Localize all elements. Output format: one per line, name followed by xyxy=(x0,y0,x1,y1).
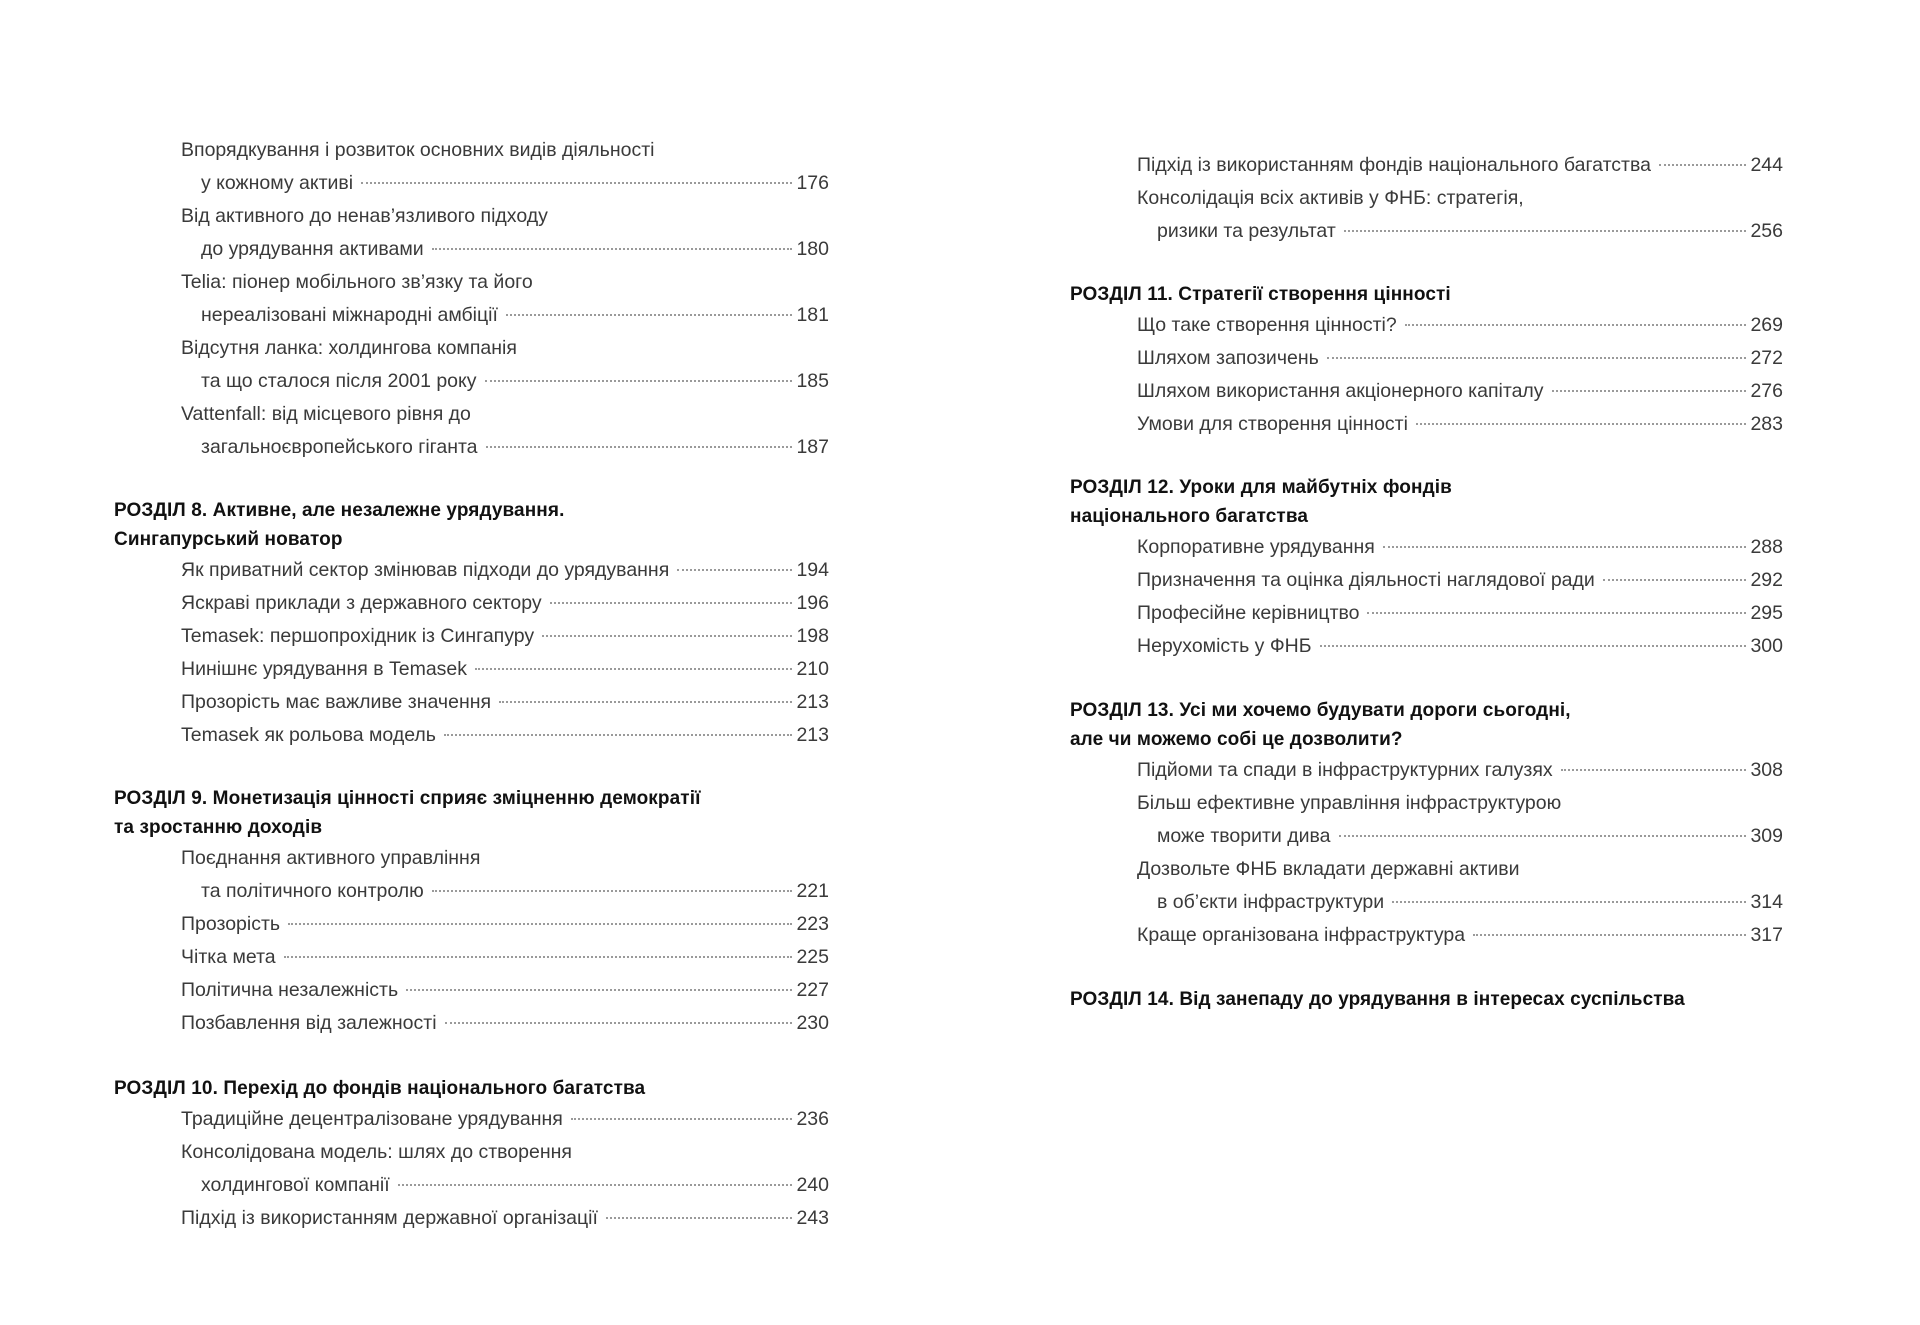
toc-entry xyxy=(181,134,829,200)
page-number: 181 xyxy=(796,304,829,326)
page-number: 244 xyxy=(1750,154,1783,176)
dot-leader xyxy=(475,668,792,670)
dot-leader xyxy=(445,1022,793,1024)
entry-title-line: та що сталося після 2001 року xyxy=(201,370,477,392)
dot-leader xyxy=(1327,357,1747,359)
entry-title-line: до урядування активами xyxy=(201,238,424,260)
chapter-heading-line: РОЗДІЛ 10. Перехід до фондів національного багатства xyxy=(114,1078,646,1099)
dot-leader xyxy=(1320,645,1747,647)
page-number: 256 xyxy=(1750,220,1783,242)
dot-leader xyxy=(288,923,792,925)
entry-title-line: Поєднання активного управління xyxy=(181,847,481,869)
chapter-12 xyxy=(1070,473,1783,663)
toc-entry xyxy=(181,587,829,620)
entry-title-line: може творити дива xyxy=(1157,825,1331,847)
entry-title-line: Підйоми та спади в інфраструктурних галузях xyxy=(1137,759,1553,781)
chapter-10 xyxy=(114,1074,829,1235)
entry-title-line: Підхід із використанням фондів національного багатства xyxy=(1137,154,1651,176)
entry-title-line: холдингової компанії xyxy=(201,1174,390,1196)
continued-entries xyxy=(114,134,829,464)
page-number: 288 xyxy=(1750,536,1783,558)
entry-title-line: Temasek як рольова модель xyxy=(181,724,436,746)
toc-entry xyxy=(181,1202,829,1235)
page-number: 292 xyxy=(1750,569,1783,591)
page-number: 225 xyxy=(796,946,829,968)
toc-entry xyxy=(181,842,829,908)
entry-title-line: Дозвольте ФНБ вкладати державні активи xyxy=(1137,858,1520,880)
page-number: 300 xyxy=(1750,635,1783,657)
toc-entry xyxy=(1137,531,1783,564)
chapter-heading-line: РОЗДІЛ 12. Уроки для майбутніх фондів xyxy=(1070,477,1452,498)
dot-leader xyxy=(1367,612,1746,614)
entry-title-line: Призначення та оцінка діяльності наглядової ради xyxy=(1137,569,1595,591)
chapter-heading-line: національного багатства xyxy=(1070,506,1309,527)
entry-title-line: Більш ефективне управління інфраструктурою xyxy=(1137,792,1562,814)
entry-title-line: Прозорість має важливе значення xyxy=(181,691,492,713)
dot-leader xyxy=(506,314,793,316)
dot-leader xyxy=(677,569,792,571)
toc-entry xyxy=(1137,787,1783,853)
entry-title-line: Чітка мета xyxy=(181,946,276,968)
chapter-heading-line: РОЗДІЛ 8. Активне, але незалежне урядування. xyxy=(114,500,565,521)
dot-leader xyxy=(571,1118,793,1120)
entry-title-line: Нерухомість у ФНБ xyxy=(1137,635,1312,657)
toc-entry xyxy=(181,554,829,587)
toc-entry xyxy=(181,719,829,752)
toc-entry xyxy=(1137,309,1783,342)
toc-entry xyxy=(1137,630,1783,663)
toc-entry xyxy=(181,1007,829,1040)
page-number: 283 xyxy=(1750,413,1783,435)
page-number: 194 xyxy=(796,559,829,581)
dot-leader xyxy=(361,182,792,184)
page-number: 213 xyxy=(796,724,829,746)
chapter-heading-line: РОЗДІЛ 11. Стратегії створення цінності xyxy=(1070,284,1451,305)
page-number: 230 xyxy=(796,1012,829,1034)
dot-leader xyxy=(1561,769,1747,771)
dot-leader xyxy=(1603,579,1747,581)
dot-leader xyxy=(485,380,793,382)
dot-leader xyxy=(1392,901,1746,903)
chapter-11 xyxy=(1070,280,1783,441)
entry-title-line: Шляхом запозичень xyxy=(1137,347,1319,369)
page-number: 185 xyxy=(796,370,829,392)
page-number: 223 xyxy=(796,913,829,935)
toc-entry xyxy=(1137,597,1783,630)
toc-entry xyxy=(1137,853,1783,919)
chapter-heading-line: РОЗДІЛ 14. Від занепаду до урядування в інтересах суспільства xyxy=(1070,989,1685,1010)
dot-leader xyxy=(398,1184,793,1186)
dot-leader xyxy=(444,734,793,736)
entry-title-line: Яскраві приклади з державного сектору xyxy=(181,592,542,614)
page-number: 276 xyxy=(1750,380,1783,402)
toc-entry xyxy=(181,974,829,1007)
chapter-heading xyxy=(114,784,829,842)
page-number: 198 xyxy=(796,625,829,647)
toc-entry xyxy=(1137,342,1783,375)
dot-leader xyxy=(486,446,793,448)
entry-title-line: Краще організована інфраструктура xyxy=(1137,924,1466,946)
page-number: 243 xyxy=(796,1207,829,1229)
entry-title-line: Telia: піонер мобільного зв’язку та його xyxy=(181,271,533,293)
toc-entry xyxy=(181,908,829,941)
chapter-heading xyxy=(1070,280,1783,309)
page-number: 187 xyxy=(796,436,829,458)
dot-leader xyxy=(542,635,792,637)
page-number: 227 xyxy=(796,979,829,1001)
page-number: 196 xyxy=(796,592,829,614)
dot-leader xyxy=(1344,230,1747,232)
continued-entries xyxy=(1070,149,1783,248)
dot-leader xyxy=(1405,324,1747,326)
page-number: 210 xyxy=(796,658,829,680)
page-number: 213 xyxy=(796,691,829,713)
chapter-heading xyxy=(1070,473,1783,531)
page-number: 309 xyxy=(1750,825,1783,847)
entry-title-line: Прозорість xyxy=(181,913,281,935)
toc-entry xyxy=(181,332,829,398)
entry-title-line: Як приватний сектор змінював підходи до урядування xyxy=(181,559,670,581)
entry-title-line: Від активного до ненав’язливого підходу xyxy=(181,205,548,227)
toc-entry xyxy=(1137,564,1783,597)
entry-title-line: Vattenfall: від місцевого рівня до xyxy=(181,403,471,425)
toc-entry xyxy=(1137,754,1783,787)
toc-entry xyxy=(1137,375,1783,408)
chapter-heading xyxy=(1070,985,1783,1014)
chapter-heading-line: але чи можемо собі це дозволити? xyxy=(1070,729,1403,750)
chapter-13 xyxy=(1070,696,1783,952)
entry-title-line: Temasek: першопрохідник із Сингапуру xyxy=(181,625,535,647)
page-number: 236 xyxy=(796,1108,829,1130)
chapter-heading-line: Сингапурський новатор xyxy=(114,529,343,550)
dot-leader xyxy=(406,989,792,991)
dot-leader xyxy=(606,1217,793,1219)
toc-entry xyxy=(181,266,829,332)
entry-title-line: у кожному активі xyxy=(201,172,354,194)
page-number: 317 xyxy=(1750,924,1783,946)
entry-title-line: Нинішнє урядування в Temasek xyxy=(181,658,468,680)
chapter-14 xyxy=(1070,985,1783,1014)
page-number: 269 xyxy=(1750,314,1783,336)
toc-entry xyxy=(1137,408,1783,441)
entry-title-line: Позбавлення від залежності xyxy=(181,1012,437,1034)
entry-title-line: Професійне керівництво xyxy=(1137,602,1360,624)
entry-title-line: Традиційне децентралізоване урядування xyxy=(181,1108,563,1130)
dot-leader xyxy=(1383,546,1747,548)
page-number: 295 xyxy=(1750,602,1783,624)
dot-leader xyxy=(1552,390,1747,392)
page-number: 272 xyxy=(1750,347,1783,369)
dot-leader xyxy=(1473,934,1746,936)
toc-entry xyxy=(1137,182,1783,248)
entry-title-line: Політична незалежність xyxy=(181,979,399,1001)
entry-title-line: Умови для створення цінності xyxy=(1137,413,1408,435)
dot-leader xyxy=(432,248,793,250)
toc-entry xyxy=(181,1103,829,1136)
entry-title-line: Відсутня ланка: холдингова компанія xyxy=(181,337,517,359)
entry-title-line: Шляхом використання акціонерного капіталу xyxy=(1137,380,1544,402)
chapter-heading-line: РОЗДІЛ 13. Усі ми хочемо будувати дороги сьогодні, xyxy=(1070,700,1571,721)
dot-leader xyxy=(1416,423,1747,425)
entry-title-line: загальноєвропейського гіганта xyxy=(201,436,478,458)
chapter-heading xyxy=(1070,696,1783,754)
chapter-heading-line: та зростанню доходів xyxy=(114,817,323,838)
toc-entry xyxy=(181,620,829,653)
chapter-heading-line: РОЗДІЛ 9. Монетизація цінності сприяє зміцненню демократії xyxy=(114,788,701,809)
entry-title-line: та політичного контролю xyxy=(201,880,424,902)
toc-entry xyxy=(181,653,829,686)
toc-entry xyxy=(181,1136,829,1202)
toc-entry xyxy=(1137,149,1783,182)
dot-leader xyxy=(1659,164,1746,166)
page-number: 176 xyxy=(796,172,829,194)
chapter-heading xyxy=(114,496,829,554)
entry-title-line: Впорядкування і розвиток основних видів діяльності xyxy=(181,139,655,161)
chapter-heading xyxy=(114,1074,829,1103)
toc-entry xyxy=(181,941,829,974)
toc-entry xyxy=(1137,919,1783,952)
dot-leader xyxy=(1339,835,1747,837)
dot-leader xyxy=(284,956,793,958)
dot-leader xyxy=(432,890,793,892)
dot-leader xyxy=(550,602,793,604)
entry-title-line: нереалізовані міжнародні амбіції xyxy=(201,304,498,326)
dot-leader xyxy=(499,701,792,703)
page-number: 180 xyxy=(796,238,829,260)
page-number: 308 xyxy=(1750,759,1783,781)
entry-title-line: Консолідація всіх активів у ФНБ: стратегія, xyxy=(1137,187,1524,209)
entry-title-line: Корпоративне урядування xyxy=(1137,536,1375,558)
toc-entry xyxy=(181,686,829,719)
entry-title-line: Що таке створення цінності? xyxy=(1137,314,1397,336)
page-number: 314 xyxy=(1750,891,1783,913)
toc-entry xyxy=(181,200,829,266)
chapter-9 xyxy=(114,784,829,1040)
entry-title-line: в об’єкти інфраструктури xyxy=(1157,891,1385,913)
page-number: 221 xyxy=(796,880,829,902)
entry-title-line: Консолідована модель: шлях до створення xyxy=(181,1141,572,1163)
page-number: 240 xyxy=(796,1174,829,1196)
entry-title-line: ризики та результат xyxy=(1157,220,1336,242)
chapter-8 xyxy=(114,496,829,752)
toc-entry xyxy=(181,398,829,464)
entry-title-line: Підхід із використанням державної організації xyxy=(181,1207,598,1229)
